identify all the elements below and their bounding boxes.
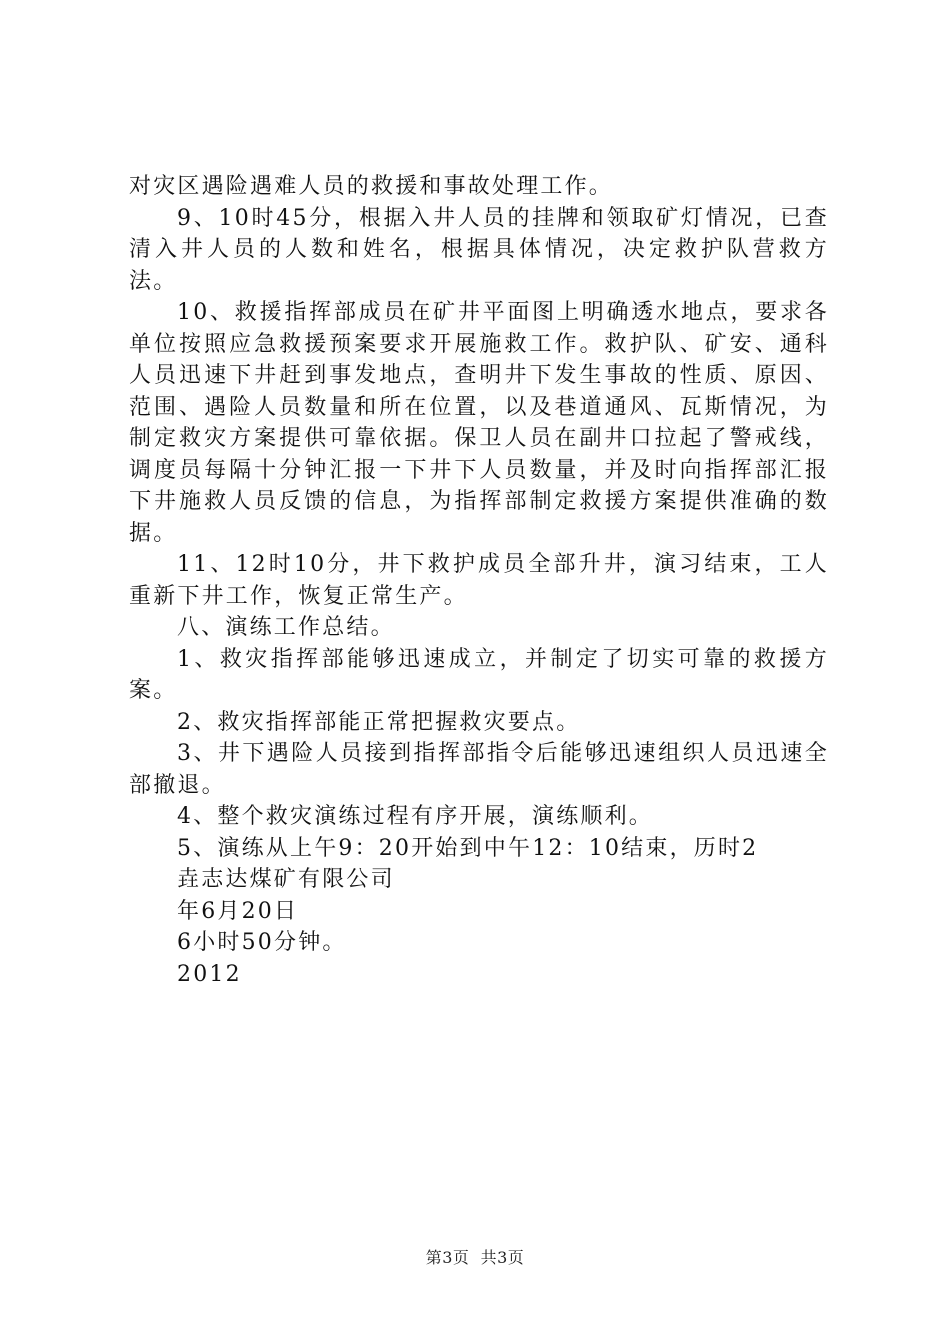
- paragraph-continuation: 对灾区遇险遇难人员的救援和事故处理工作。: [129, 174, 614, 199]
- summary-item-5: 5、演练从上午9：20开始到中午12：10结束，历时2: [177, 835, 759, 861]
- paragraph-item-10: 10、救援指挥部成员在矿井平面图上明确透水地点，要求各单位按照应急救援预案要求开展施救工作。救护队、矿安、通科人员迅速下井赶到事发地点，查明井下发生事故的性质、原因、范围、遇险人员数量和所在位置，以及巷道通风、瓦斯情况，为制定救灾方案提供可靠依据。保卫人员在副井口拉起了警戒线，调度员每隔十分钟汇报一下井下人员数量，并及时向指挥部汇报下井施救人员反馈的信息，为指挥部制定救援方案提供准确的数据。: [129, 300, 829, 546]
- page-total: 共3页: [480, 1248, 525, 1267]
- date-fragment: 年6月20日: [177, 898, 299, 924]
- page-footer: [0, 1245, 950, 1268]
- document-body: [129, 171, 829, 990]
- summary-item-1: 1、救灾指挥部能够迅速成立，并制定了切实可靠的救援方案。: [129, 646, 829, 703]
- duration-fragment: 6小时50分钟。: [177, 930, 347, 955]
- page-number: 第3页: [425, 1248, 470, 1267]
- company-name: 垚志达煤矿有限公司: [177, 867, 395, 892]
- summary-item-4: 4、整个救灾演练过程有序开展，演练顺利。: [177, 804, 653, 829]
- summary-item-3: 3、井下遇险人员接到指挥部指令后能够迅速组织人员迅速全部撤退。: [129, 741, 829, 798]
- year-fragment: 2012: [177, 961, 242, 987]
- paragraph-item-11: 11、12时10分，井下救护成员全部升井，演习结束，工人重新下井工作，恢复正常生产。: [129, 552, 829, 609]
- section-heading-summary: 八、演练工作总结。: [177, 615, 395, 640]
- summary-item-2: 2、救灾指挥部能正常把握救灾要点。: [177, 709, 581, 735]
- paragraph-item-9: 9、10时45分，根据入井人员的挂牌和领取矿灯情况，已查清入井人员的人数和姓名，根据具体情况，决定救护队营救方法。: [129, 205, 829, 294]
